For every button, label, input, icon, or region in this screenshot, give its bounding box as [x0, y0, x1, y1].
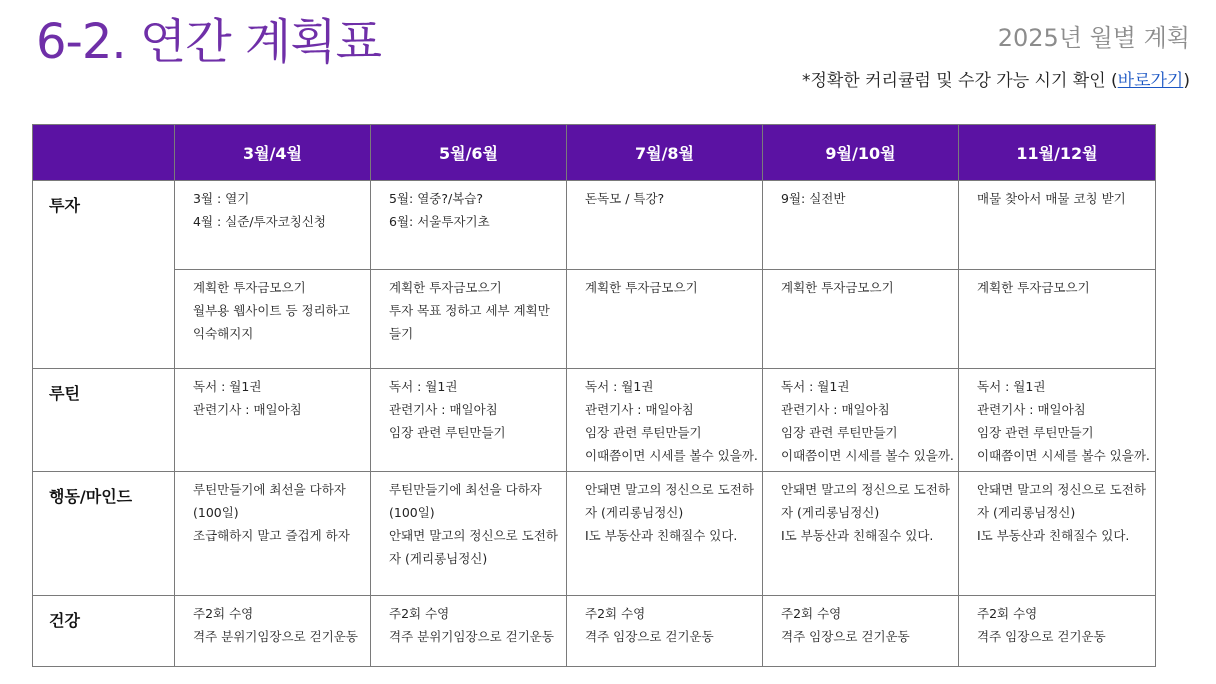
page-subtitle: 2025년 월별 계획 — [997, 24, 1190, 52]
cell-line: 관련기사 : 매일아침 — [193, 402, 302, 417]
table-cell — [763, 369, 959, 472]
note-suffix: ) — [1183, 71, 1190, 91]
cell-line: (100일) — [389, 505, 435, 520]
cell-line: 3월 : 열기 — [193, 191, 250, 206]
table-row — [33, 472, 1156, 596]
row-header-routine: 루틴 — [33, 369, 175, 472]
table-header-row — [33, 125, 1156, 181]
table-cell — [567, 369, 763, 472]
column-header: 5월/6월 — [371, 125, 567, 181]
table-row — [33, 181, 1156, 270]
cell-line: 임장 관련 루틴만들기 — [977, 425, 1094, 440]
table-cell — [567, 596, 763, 667]
cell-line: 이때쯤이면 시세를 볼수 있을까. — [977, 448, 1150, 463]
header-corner-cell — [33, 125, 175, 181]
cell-line: I도 부동산과 친해질수 있다. — [585, 528, 738, 543]
table-cell — [175, 596, 371, 667]
cell-line: 주2회 수영 — [585, 606, 646, 621]
cell-line: 격주 분위기임장으로 걷기운동 — [193, 629, 358, 644]
cell-line: 루틴만들기에 최선을 다하자 — [389, 482, 542, 497]
row-header-mind: 행동/마인드 — [33, 472, 175, 596]
table-cell — [959, 472, 1156, 596]
cell-line: 자 (게리롱님정신) — [389, 551, 488, 566]
cell-line: 계획한 투자금모으기 — [389, 280, 502, 295]
table-cell — [371, 596, 567, 667]
cell-line: 안돼면 말고의 정신으로 도전하 — [977, 482, 1146, 497]
cell-line: 격주 임장으로 걷기운동 — [585, 629, 714, 644]
table-row — [33, 270, 1156, 369]
row-header-invest: 투자 — [33, 181, 175, 369]
column-header: 11월/12월 — [959, 125, 1156, 181]
column-header: 7월/8월 — [567, 125, 763, 181]
cell-line: (100일) — [193, 505, 239, 520]
cell-line: 독서 : 월1권 — [193, 379, 262, 394]
table-cell — [567, 472, 763, 596]
curriculum-note — [802, 66, 1190, 91]
cell-line: 5월: 열중?/복습? — [389, 191, 483, 206]
table-cell — [959, 369, 1156, 472]
cell-line: 자 (게리롱님정신) — [585, 505, 684, 520]
table-cell — [763, 270, 959, 369]
table-cell — [567, 181, 763, 270]
table-cell — [371, 270, 567, 369]
cell-line: 격주 분위기임장으로 걷기운동 — [389, 629, 554, 644]
column-header: 9월/10월 — [763, 125, 959, 181]
table-cell — [371, 369, 567, 472]
cell-line: 주2회 수영 — [977, 606, 1038, 621]
cell-line: 4월 : 실준/투자코칭신청 — [193, 214, 326, 229]
cell-line: 9월: 실전반 — [781, 191, 846, 206]
cell-line: 돈독모 / 특강? — [585, 191, 665, 206]
cell-line: 계획한 투자금모으기 — [781, 280, 894, 295]
cell-line: 독서 : 월1권 — [585, 379, 654, 394]
cell-line: 계획한 투자금모으기 — [585, 280, 698, 295]
table-cell — [371, 181, 567, 270]
table-cell — [175, 270, 371, 369]
cell-line: 격주 임장으로 걷기운동 — [781, 629, 910, 644]
note-prefix: *정확한 커리큘럼 및 수강 가능 시기 확인 ( — [801, 71, 1118, 91]
cell-line: 조급해하지 말고 즐겁게 하자 — [193, 528, 350, 543]
annual-plan-table — [32, 124, 1156, 667]
cell-line: 투자 목표 정하고 세부 계획만 — [389, 303, 550, 318]
cell-line: 주2회 수영 — [389, 606, 450, 621]
page-title: 6-2. 연간 계획표 — [36, 14, 382, 70]
table-cell — [175, 369, 371, 472]
column-header: 3월/4월 — [175, 125, 371, 181]
cell-line: 자 (게리롱님정신) — [977, 505, 1076, 520]
table-cell — [567, 270, 763, 369]
cell-line: 매물 찾아서 매물 코칭 받기 — [977, 191, 1126, 206]
cell-line: 안돼면 말고의 정신으로 도전하 — [585, 482, 754, 497]
cell-line: 6월: 서울투자기초 — [389, 214, 490, 229]
cell-line: 독서 : 월1권 — [781, 379, 850, 394]
cell-line: 안돼면 말고의 정신으로 도전하 — [781, 482, 950, 497]
cell-line: 계획한 투자금모으기 — [193, 280, 306, 295]
cell-line: 관련기사 : 매일아침 — [781, 402, 890, 417]
table-cell — [763, 596, 959, 667]
shortcut-link[interactable]: 바로가기 — [1117, 71, 1184, 91]
cell-line: 독서 : 월1권 — [389, 379, 458, 394]
cell-line: 임장 관련 루틴만들기 — [389, 425, 506, 440]
cell-line: 월부용 웹사이트 등 정리하고 — [193, 303, 350, 318]
cell-line: 이때쯤이면 시세를 볼수 있을까. — [585, 448, 758, 463]
cell-line: 관련기사 : 매일아침 — [389, 402, 498, 417]
table-cell — [959, 270, 1156, 369]
cell-line: 격주 임장으로 걷기운동 — [977, 629, 1106, 644]
cell-line: 임장 관련 루틴만들기 — [781, 425, 898, 440]
row-header-health: 건강 — [33, 596, 175, 667]
cell-line: 관련기사 : 매일아침 — [585, 402, 694, 417]
cell-line: 익숙해지지 — [193, 326, 254, 341]
cell-line: 주2회 수영 — [781, 606, 842, 621]
cell-line: 계획한 투자금모으기 — [977, 280, 1090, 295]
table-cell — [763, 181, 959, 270]
table-cell — [763, 472, 959, 596]
table-cell — [959, 181, 1156, 270]
cell-line: 안돼면 말고의 정신으로 도전하 — [389, 528, 558, 543]
cell-line: I도 부동산과 친해질수 있다. — [781, 528, 934, 543]
cell-line: 루틴만들기에 최선을 다하자 — [193, 482, 346, 497]
table-cell — [175, 181, 371, 270]
table-cell — [959, 596, 1156, 667]
cell-line: 관련기사 : 매일아침 — [977, 402, 1086, 417]
cell-line: 주2회 수영 — [193, 606, 254, 621]
table-row — [33, 369, 1156, 472]
cell-line: 독서 : 월1권 — [977, 379, 1046, 394]
cell-line: I도 부동산과 친해질수 있다. — [977, 528, 1130, 543]
cell-line: 이때쯤이면 시세를 볼수 있을까. — [781, 448, 954, 463]
table-cell — [371, 472, 567, 596]
cell-line: 자 (게리롱님정신) — [781, 505, 880, 520]
table-row — [33, 596, 1156, 667]
table-cell — [175, 472, 371, 596]
cell-line: 들기 — [389, 326, 414, 341]
cell-line: 임장 관련 루틴만들기 — [585, 425, 702, 440]
